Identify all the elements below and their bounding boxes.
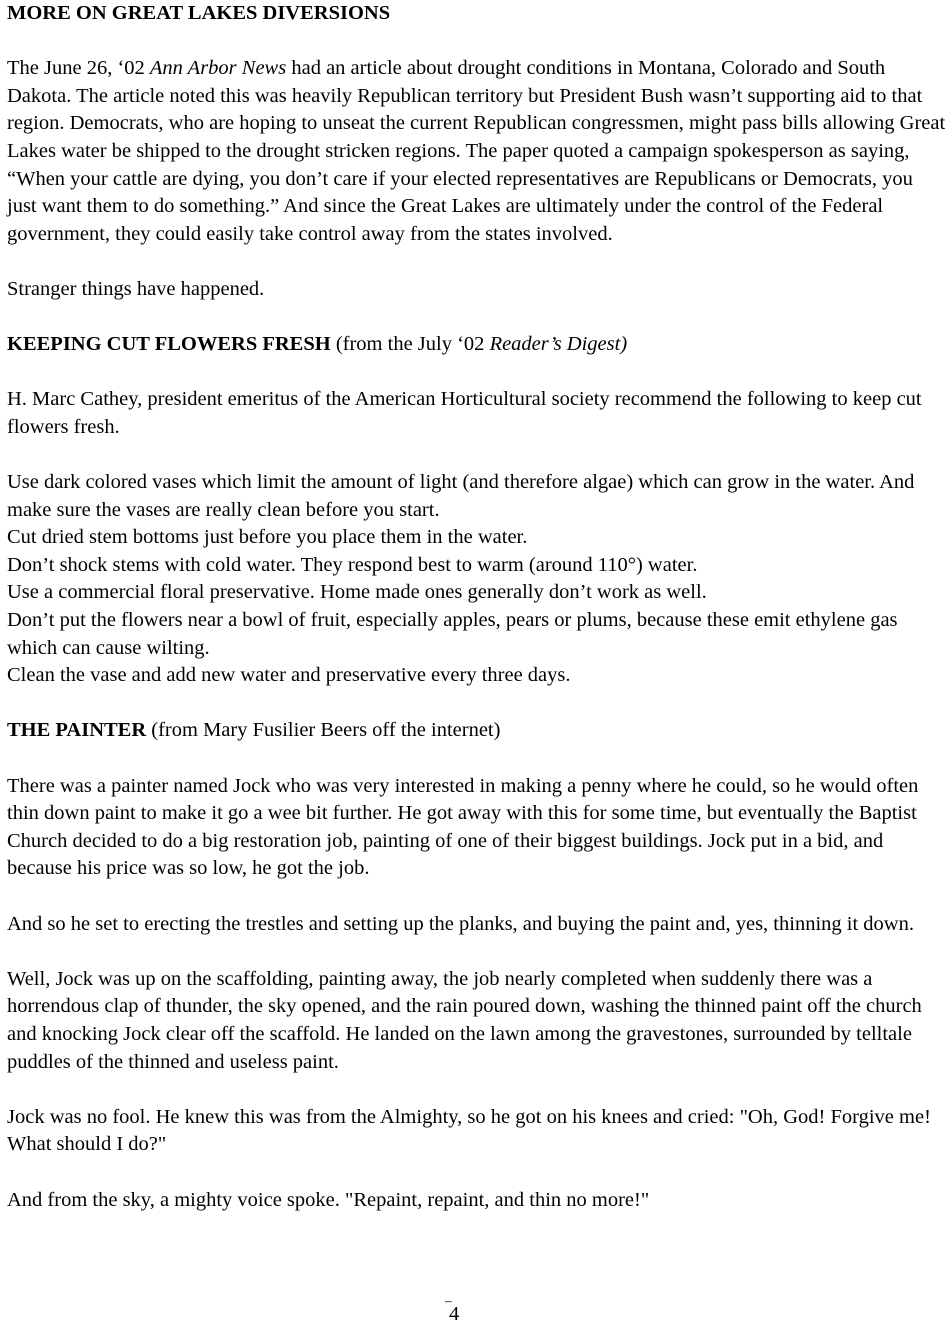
section-heading-painter: THE PAINTER (from Mary Fusilier Beers off the internet) [7,719,501,742]
paragraph-stranger-things: Stranger things have happened. [7,277,265,300]
paragraph-cathey-intro: H. Marc Cathey, president emeritus of the American Horticultural society recommend the following to keep cut flowers fresh. [7,388,922,438]
paragraph-great-lakes-article: The June 26, ‘02 Ann Arbor News had an article about drought conditions in Montana, Colorado and South Dakota. The article noted this was heavily Republican territory but President Bush wasn’t supporting aid to that region. Democrats, who are hoping to unseat the current Republican congressmen, might pass bills allowing Great Lakes water be shipped to the drought stricken regions. The paper quoted a campaign spokesperson as saying, “When your cattle are dying, you don’t care if your elected representatives are Republicans or Democrats, you just want them to do something.” And since the Great Lakes are ultimately under the control of the Federal government, they could easily take control away from the states involved. [7,57,946,245]
flower-tip: Don’t shock stems with cold water. They respond best to warm (around 110°) water. [7,553,698,576]
paragraph-painter-2: And so he set to erecting the trestles and setting up the planks, and buying the paint and, yes, thinning it down. [7,912,914,935]
flower-tip: Use a commercial floral preservative. Home made ones generally don’t work as well. [7,581,707,604]
section-heading-great-lakes: MORE ON GREAT LAKES DIVERSIONS [7,2,391,24]
section-heading-cut-flowers: KEEPING CUT FLOWERS FRESH (from the July ‘02 Reader’s Digest) [7,333,628,356]
flower-tip: Clean the vase and add new water and preservative every three days. [7,664,571,687]
flower-tip: Cut dried stem bottoms just before you place them in the water. [7,526,528,549]
newspaper-title: Ann Arbor News [149,57,287,80]
page-number: – 4 [449,1300,459,1328]
flower-tip: Use dark colored vases which limit the amount of light (and therefore algae) which can grow in the water. And make sure the vases are really clean before you start. [7,471,915,521]
flower-tip: Don’t put the flowers near a bowl of fruit, especially apples, pears or plums, because these emit ethylene gas which can cause wilting. [7,609,898,659]
paragraph-painter-5: And from the sky, a mighty voice spoke. "Repaint, repaint, and thin no more!" [7,1188,650,1211]
magazine-title: Reader’s Digest) [489,333,628,356]
page-number-mark: – [445,1294,452,1309]
document-page [7,0,947,1214]
paragraph-painter-1: There was a painter named Jock who was very interested in making a penny where he could, so he would often thin down paint to make it go a wee bit further. He got away with this for some time, but eventually the Baptist Church decided to do a big restoration job, painting of one of their biggest buildings. Jock put in a bid, and because his price was so low, he got the job. [7,774,919,880]
paragraph-painter-3: Well, Jock was up on the scaffolding, painting away, the job nearly completed when suddenly there was a horrendous clap of thunder, the sky opened, and the rain poured down, washing the thinned paint off the church and knocking Jock clear off the scaffold. He landed on the lawn among the gravestones, surrounded by telltale puddles of the thinned and useless paint. [7,967,922,1073]
paragraph-painter-4: Jock was no fool. He knew this was from the Almighty, so he got on his knees and cried: "Oh, God! Forgive me! What should I do?" [7,1105,931,1156]
